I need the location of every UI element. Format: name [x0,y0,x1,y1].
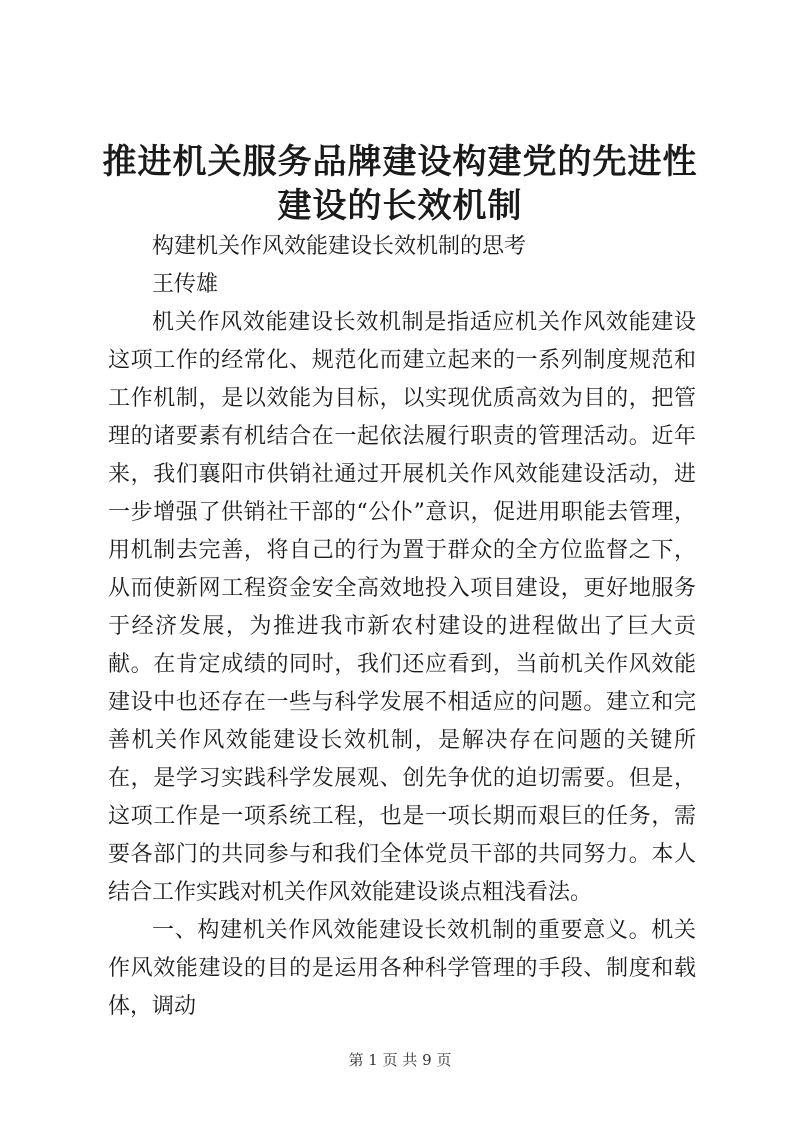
document-body [108,228,696,1026]
document-subtitle: 构建机关作风效能建设长效机制的思考 [152,234,527,259]
page-footer [0,1050,800,1070]
document-author: 王传雄 [152,272,219,297]
body-paragraph-1: 机关作风效能建设长效机制是指适应机关作风效能建设这项工作的经常化、规范化而建立起来的一系列制度规范和工作机制，是以效能为目标，以实现优质高效为目的，把管理的诸要素有机结合在一起依法履行职责的管理活动。近年来，我们襄阳市供销社通过开展机关作风效能建设活动，进一步增强了供销社干部的“公仆”意识，促进用职能去管理，用机制去完善，将自己的行为置于群众的全方位监督之下，从而使新网工程资金安全高效地投入项目建设，更好地服务于经济发展，为推进我市新农村建设的进程做出了巨大贡献。在肯定成绩的同时，我们还应看到，当前机关作风效能建设中也还存在一些与科学发展不相适应的问题。建立和完善机关作风效能建设长效机制，是解决存在问题的关键所在，是学习实践科学发展观、创先争优的迫切需要。但是，这项工作是一项系统工程，也是一项长期而艰巨的任务，需要各部门的共同参与和我们全体党员干部的共同努力。本人结合工作实践对机关作风效能建设谈点粗浅看法。 [108,310,696,905]
body-paragraph-2: 一、构建机关作风效能建设长效机制的重要意义。机关作风效能建设的目的是运用各种科学管理的手段、制度和载体，调动 [108,918,696,1019]
document-title: 推进机关服务品牌建设构建党的先进性建设的长效机制 [102,142,698,226]
page-number: 第 1 页 共 9 页 [348,1051,452,1069]
